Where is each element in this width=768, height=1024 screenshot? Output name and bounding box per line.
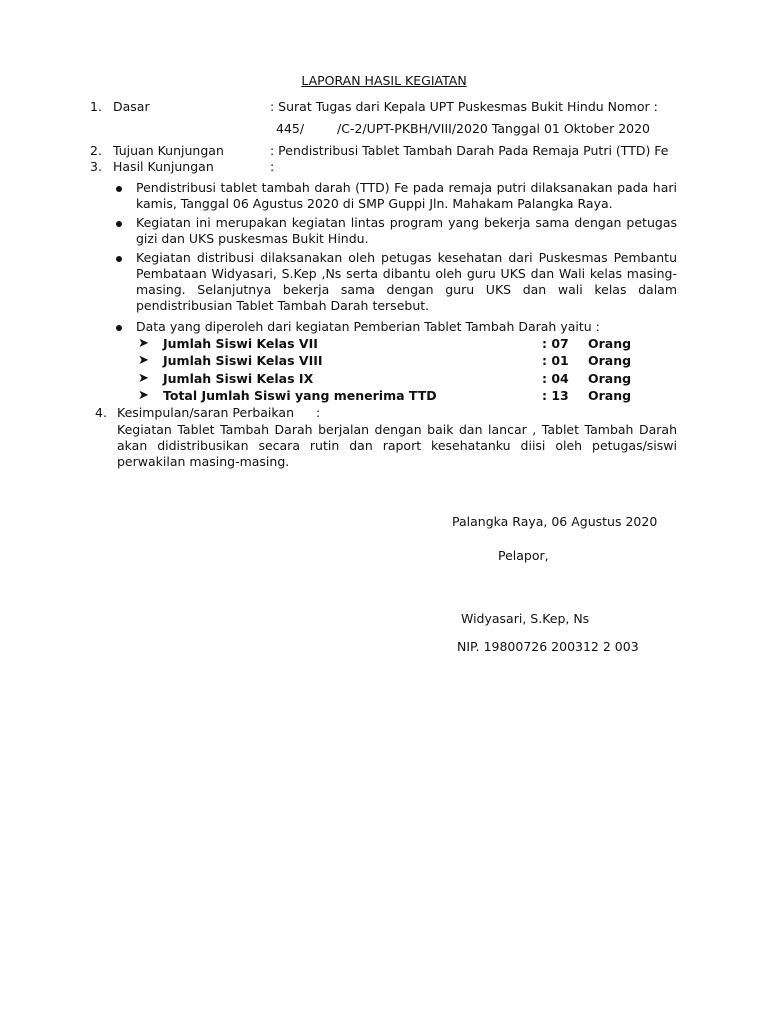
data-row-value-ix: : 04 [542, 371, 569, 386]
item-number-1: 1. [90, 99, 102, 114]
arrow-icon: ➤ [138, 336, 149, 351]
signature-name: Widyasari, S.Kep, Ns [461, 611, 590, 626]
data-row-value-vii: : 07 [542, 336, 569, 351]
item-number-3: 3. [90, 159, 102, 174]
bullet-dot [116, 221, 122, 227]
bullet-text-1: Pendistribusi tablet tambah darah (TTD) Fe pada remaja putri dilaksanakan pada hari kamis, Tanggal 06 Agustus 2020 di SMP Guppi Jln. Mahakam Palangka Raya. [136, 180, 677, 211]
item-label-hasil: Hasil Kunjungan [113, 159, 214, 174]
item-value-dasar-line1: : Surat Tugas dari Kepala UPT Puskesmas Bukit Hindu Nomor : [270, 99, 658, 114]
signature-role: Pelapor, [498, 548, 549, 563]
item-label-tujuan: Tujuan Kunjungan [113, 143, 224, 158]
data-row-value-viii: : 01 [542, 353, 569, 368]
data-row-label-total: Total Jumlah Siswi yang menerima TTD [163, 388, 437, 403]
item-value-hasil: : [270, 159, 275, 174]
arrow-icon: ➤ [138, 353, 149, 368]
item-value-dasar-number: 445/ [276, 121, 305, 136]
data-row-value-total: : 13 [542, 388, 569, 403]
signature-nip: NIP. 19800726 200312 2 003 [457, 639, 639, 654]
arrow-icon: ➤ [138, 388, 149, 403]
item-number-4: 4. [95, 405, 107, 420]
bullet-text-3: Kegiatan distribusi dilaksanakan oleh petugas kesehatan dari Puskesmas Pembantu Pembataan Widyasari, S.Kep ,Ns serta dibantu oleh guru UKS dan Wali kelas masing-masing. Selanjutnya bekerja sama dengan guru UKS dan wali kelas dalam pendistribusian Tablet Tambah Darah tersebut. [136, 250, 677, 313]
bullet-dot [116, 256, 122, 262]
item-value-dasar-line2: /C-2/UPT-PKBH/VIII/2020 Tanggal 01 Oktober 2020 [337, 121, 651, 136]
conclusion-text: Kegiatan Tablet Tambah Darah berjalan dengan baik dan lancar , Tablet Tambah Darah akan didistribusikan secara rutin dan raport kesehatanku diisi oleh petugas/siswi perwakilan masing-masing. [117, 422, 677, 469]
item-number-2: 2. [90, 143, 102, 158]
item-label-dasar: Dasar [113, 99, 150, 114]
bullet-text-2: Kegiatan ini merupakan kegiatan lintas program yang bekerja sama dengan petugas gizi dan UKS puskesmas Bukit Hindu. [136, 215, 677, 246]
signature-place-date: Palangka Raya, 06 Agustus 2020 [452, 514, 658, 529]
document-title: LAPORAN HASIL KEGIATAN [301, 73, 467, 88]
data-row-unit-viii: Orang [588, 353, 632, 368]
data-row-label-vii: Jumlah Siswi Kelas VII [163, 336, 318, 351]
item-colon-kesimpulan: : [316, 405, 321, 420]
bullet-dot [116, 325, 122, 331]
data-row-unit-total: Orang [588, 388, 632, 403]
arrow-icon: ➤ [138, 371, 149, 386]
data-row-unit-ix: Orang [588, 371, 632, 386]
item-value-tujuan: : Pendistribusi Tablet Tambah Darah Pada Remaja Putri (TTD) Fe [270, 143, 669, 158]
item-label-kesimpulan: Kesimpulan/saran Perbaikan [117, 405, 295, 420]
data-row-unit-vii: Orang [588, 336, 632, 351]
data-row-label-viii: Jumlah Siswi Kelas VIII [163, 353, 323, 368]
bullet-dot [116, 186, 122, 192]
bullet-text-4: Data yang diperoleh dari kegiatan Pemberian Tablet Tambah Darah yaitu : [136, 319, 600, 334]
data-row-label-ix: Jumlah Siswi Kelas IX [163, 371, 314, 386]
